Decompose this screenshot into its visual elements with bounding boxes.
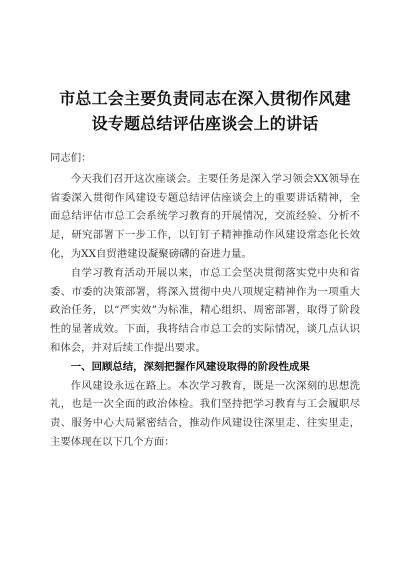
paragraph-2: 自学习教育活动开展以来，市总工会坚决贯彻落实党中央和省委、市委的决策部署，将深入贯彻中央八项规定精神作为一项重大政治任务，以“严实效”为标准，精心组织、周密部署，取得了阶段性的显著成效。下面，我将结合市总工会的实际情况，谈几点认识和体会，并对后续工作提出要求。	[50, 266, 360, 354]
document-body	[50, 149, 360, 452]
document-title: 市总工会主要负责同志在深入贯彻作风建设专题总结评估座谈会上的讲话	[59, 89, 351, 133]
section-heading: 一、回顾总结，深刻把握作风建设取得的阶段性成果	[70, 360, 310, 373]
paragraph-1: 今天我们召开这次座谈会。主要任务是深入学习领会XX领导在省委深入贯彻作风建设专题总结评估座谈会上的重要讲话精神，全面总结评估市总工会系统学习教育的开展情况，交流经验、分析不足，研究部署下一步工作，以钉钉子精神推动作风建设常态化长效化，为XX自贸港建设凝聚磅礴的奋进力量。	[50, 172, 360, 260]
salutation: 同志们：	[50, 152, 92, 164]
paragraph-3: 作风建设永远在路上。本次学习教育，既是一次深刻的思想洗礼，也是一次全面的政治体检。我们坚持把学习教育与工会履职尽责、服务中心大局紧密结合，推动作风建设往深里走、往实里走，主要体现在以下几个方面：	[50, 379, 360, 448]
